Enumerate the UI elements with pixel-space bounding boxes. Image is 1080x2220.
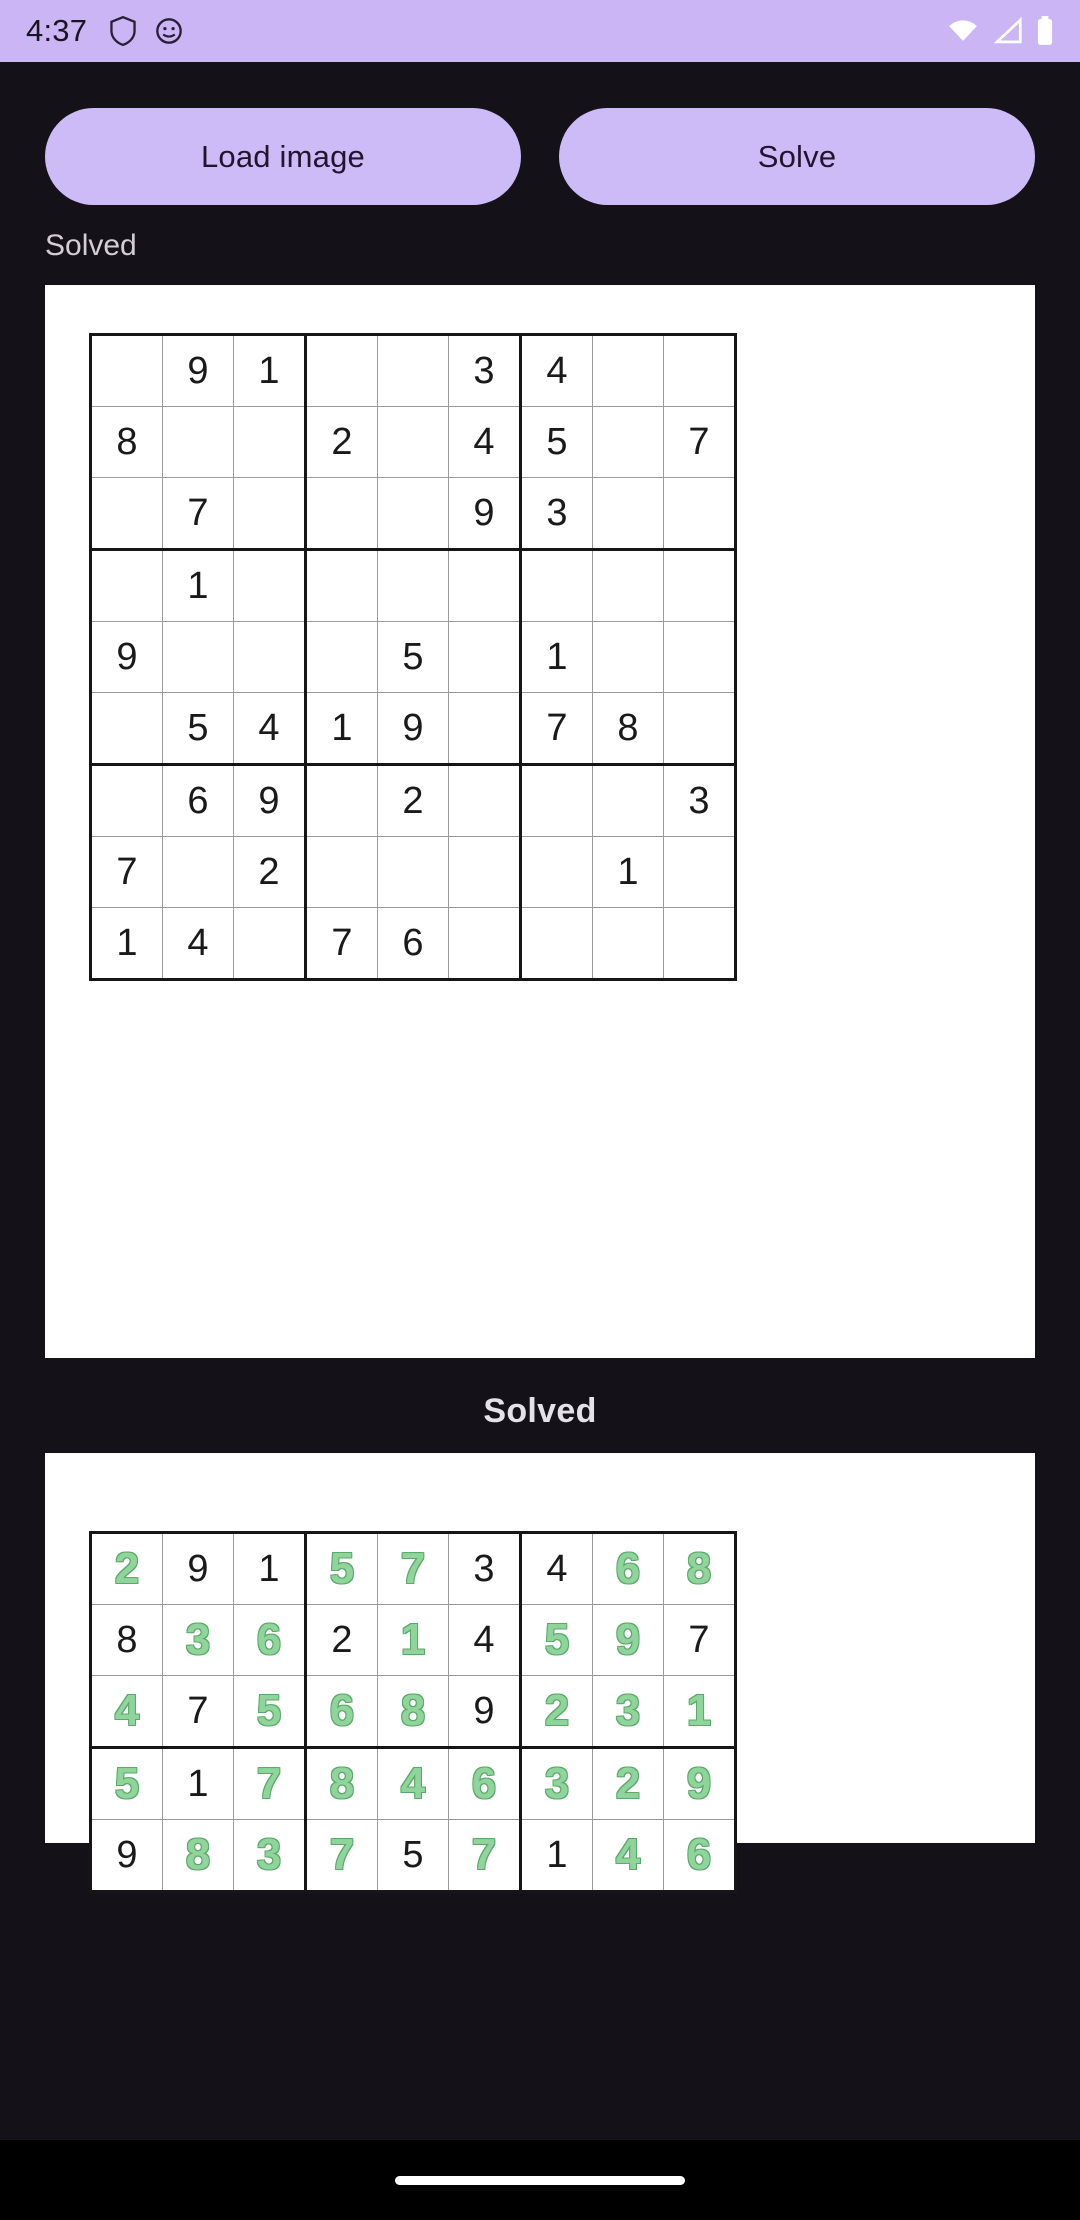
puzzle-cell: 8 [91,407,163,478]
solved-cell-given: 9 [91,1820,163,1892]
status-bar [0,0,1080,62]
puzzle-cell [234,908,306,980]
solved-image-card[interactable] [45,1453,1035,1879]
puzzle-cell: 4 [234,693,306,765]
puzzle-cell [163,622,234,693]
puzzle-cell [593,765,664,837]
puzzle-cell [593,908,664,980]
solved-cell-filled: 6 [664,1820,736,1892]
solved-cell-filled: 5 [521,1605,593,1676]
solved-row [91,1533,736,1605]
puzzle-cell [664,550,736,622]
puzzle-cell [521,550,593,622]
puzzle-cell [306,622,378,693]
puzzle-cell [378,407,449,478]
solved-cell-given: 1 [521,1820,593,1892]
solved-cell-filled: 9 [593,1605,664,1676]
solved-cell-filled: 8 [163,1820,234,1892]
puzzle-cell [378,335,449,407]
puzzle-cell [163,407,234,478]
solved-cell-filled: 9 [664,1748,736,1820]
puzzle-cell: 9 [91,622,163,693]
puzzle-cell [234,622,306,693]
puzzle-cell: 2 [306,407,378,478]
solved-cell-given: 1 [234,1533,306,1605]
puzzle-cell [306,550,378,622]
puzzle-grid [89,333,737,981]
puzzle-cell: 3 [521,478,593,550]
puzzle-image-card[interactable] [45,285,1035,1358]
puzzle-cell [521,908,593,980]
solved-cell-given: 4 [449,1605,521,1676]
puzzle-row [91,765,736,837]
solved-cell-filled: 3 [163,1605,234,1676]
solved-cell-filled: 5 [306,1533,378,1605]
puzzle-cell: 9 [163,335,234,407]
puzzle-cell [91,693,163,765]
puzzle-cell [593,335,664,407]
solved-cell-given: 2 [306,1605,378,1676]
puzzle-cell [91,478,163,550]
solved-cell-filled: 8 [306,1748,378,1820]
puzzle-cell [593,478,664,550]
solved-cell-filled: 7 [306,1820,378,1892]
puzzle-cell: 7 [521,693,593,765]
puzzle-row [91,335,736,407]
puzzle-cell [91,335,163,407]
puzzle-cell [163,837,234,908]
puzzle-row [91,407,736,478]
puzzle-cell [593,407,664,478]
solved-cell-given: 5 [378,1820,449,1892]
puzzle-cell [91,550,163,622]
solved-cell-filled: 3 [593,1676,664,1748]
puzzle-cell: 7 [664,407,736,478]
solved-cell-filled: 4 [91,1676,163,1748]
solved-cell-filled: 4 [378,1748,449,1820]
solved-cell-filled: 5 [91,1748,163,1820]
puzzle-cell: 2 [234,837,306,908]
solved-heading: Solved [483,1392,597,1430]
app-content [0,62,1080,2140]
puzzle-cell: 5 [163,693,234,765]
puzzle-cell [378,478,449,550]
toolbar [0,62,1080,205]
puzzle-cell: 1 [306,693,378,765]
puzzle-cell: 5 [521,407,593,478]
puzzle-cell [449,765,521,837]
puzzle-cell [234,550,306,622]
status-right-icons [946,16,1054,46]
puzzle-cell [664,478,736,550]
solved-cell-filled: 7 [378,1533,449,1605]
puzzle-cell: 1 [91,908,163,980]
signal-icon [993,18,1023,44]
shield-icon [109,16,137,46]
battery-icon [1036,16,1054,46]
solved-cell-given: 1 [163,1748,234,1820]
puzzle-cell: 9 [378,693,449,765]
solved-cell-filled: 7 [449,1820,521,1892]
home-indicator[interactable] [395,2176,685,2185]
solved-grid [89,1531,737,1893]
puzzle-cell: 7 [306,908,378,980]
puzzle-cell: 1 [234,335,306,407]
puzzle-cell [306,765,378,837]
puzzle-row [91,908,736,980]
puzzle-cell [664,908,736,980]
solved-cell-filled: 5 [234,1676,306,1748]
face-icon [155,17,183,45]
solved-cell-given: 8 [91,1605,163,1676]
solved-cell-given: 9 [163,1533,234,1605]
puzzle-cell [378,550,449,622]
puzzle-cell: 4 [521,335,593,407]
puzzle-cell: 7 [163,478,234,550]
solved-cell-filled: 1 [664,1676,736,1748]
puzzle-cell [91,765,163,837]
status-message: Solved [45,229,137,262]
puzzle-cell [664,335,736,407]
puzzle-row [91,837,736,908]
puzzle-cell: 9 [449,478,521,550]
system-nav-bar [0,2140,1080,2220]
solved-cell-filled: 2 [521,1676,593,1748]
puzzle-cell [378,837,449,908]
solved-cell-given: 7 [664,1605,736,1676]
solved-cell-filled: 2 [593,1748,664,1820]
solved-cell-filled: 3 [521,1748,593,1820]
solved-cell-filled: 3 [234,1820,306,1892]
puzzle-cell [449,550,521,622]
puzzle-cell [664,837,736,908]
puzzle-row [91,478,736,550]
puzzle-cell [449,837,521,908]
solved-row [91,1676,736,1748]
puzzle-cell: 1 [521,622,593,693]
puzzle-cell: 1 [593,837,664,908]
puzzle-cell [521,765,593,837]
solved-row [91,1605,736,1676]
puzzle-cell: 1 [163,550,234,622]
puzzle-row [91,550,736,622]
status-time: 4:37 [26,13,88,48]
solved-cell-given: 9 [449,1676,521,1748]
puzzle-cell: 8 [593,693,664,765]
puzzle-cell [593,622,664,693]
solved-cell-filled: 6 [306,1676,378,1748]
puzzle-cell: 2 [378,765,449,837]
solved-cell-given: 7 [163,1676,234,1748]
puzzle-cell [521,837,593,908]
solved-cell-filled: 6 [449,1748,521,1820]
solved-grid-wrap [89,1531,737,1893]
puzzle-cell: 6 [163,765,234,837]
puzzle-row [91,693,736,765]
puzzle-cell [593,550,664,622]
solved-cell-filled: 2 [91,1533,163,1605]
puzzle-row [91,622,736,693]
puzzle-cell [306,478,378,550]
solved-cell-filled: 6 [593,1533,664,1605]
puzzle-cell: 6 [378,908,449,980]
puzzle-cell [449,908,521,980]
solved-cell-given: 4 [521,1533,593,1605]
solved-cell-filled: 6 [234,1605,306,1676]
solved-cell-filled: 1 [378,1605,449,1676]
puzzle-cell [449,622,521,693]
solved-cell-filled: 8 [378,1676,449,1748]
solved-row [91,1748,736,1820]
puzzle-cell [234,407,306,478]
puzzle-cell [449,693,521,765]
puzzle-grid-wrap [89,333,737,981]
solved-cell-filled: 4 [593,1820,664,1892]
load-image-button[interactable]: Load image [45,108,521,205]
wifi-icon [946,18,980,44]
puzzle-cell: 4 [163,908,234,980]
puzzle-cell [664,693,736,765]
puzzle-cell: 5 [378,622,449,693]
solved-cell-given: 3 [449,1533,521,1605]
status-left-icons [109,16,183,46]
puzzle-cell [664,622,736,693]
solved-cell-filled: 7 [234,1748,306,1820]
puzzle-cell: 7 [91,837,163,908]
puzzle-cell: 3 [449,335,521,407]
puzzle-cell [306,837,378,908]
puzzle-cell: 3 [664,765,736,837]
solved-cell-filled: 8 [664,1533,736,1605]
solve-button[interactable]: Solve [559,108,1035,205]
puzzle-cell: 9 [234,765,306,837]
puzzle-cell: 4 [449,407,521,478]
puzzle-cell [306,335,378,407]
puzzle-cell [234,478,306,550]
solved-row [91,1820,736,1892]
